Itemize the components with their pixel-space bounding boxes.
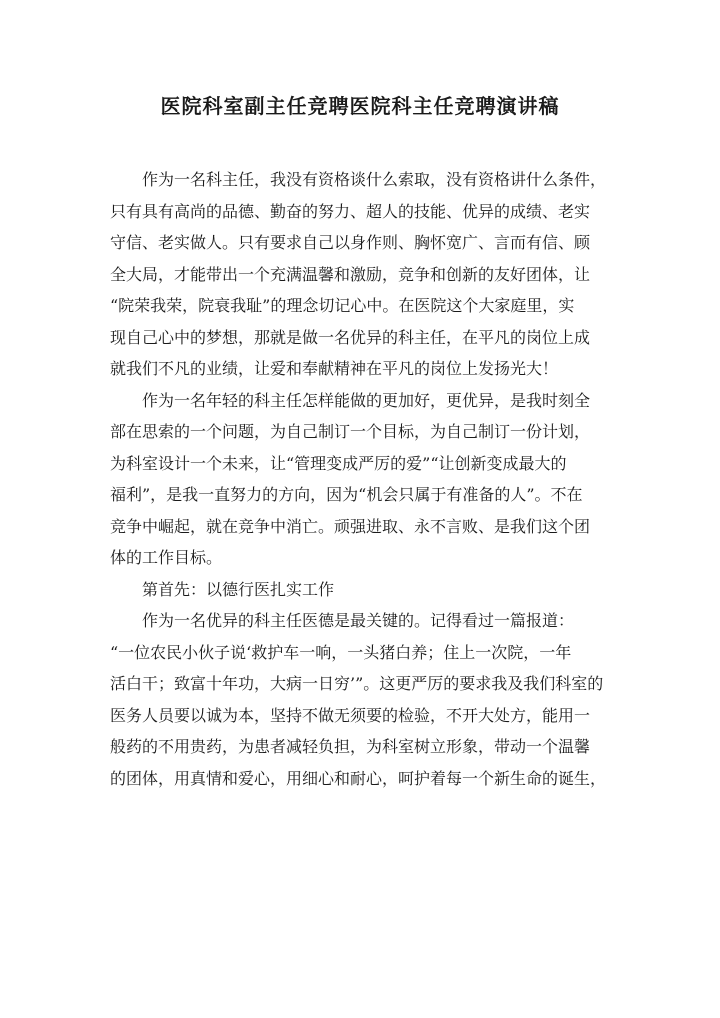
section-heading: 第首先：以德行医扎实工作 [142, 579, 335, 599]
paragraph-2: 作为一名年轻的科主任怎样能做的更加好，更优异，是我时刻全 部在思索的一个问题，为自己制订一个目标，为自己制订一份计划， 为科室设计一个未来，让“管理变成严厉的爱”“让创新变成最大的 福利”，是我一直努力的方向，因为“机会只属于有准备的人”。不在 竞争中崛起，就在竞争中消亡。顽强进取、永不言败、是我们这个团 体的工作目标。 [110, 390, 591, 567]
document-body [110, 164, 610, 794]
paragraph-1: 作为一名科主任，我没有资格谈什么索取，没有资格讲什么条件， 只有具有高尚的品德、勤奋的努力、超人的技能、优异的成绩、老实 守信、老实做人。只有要求自己以身作则、胸怀宽广、言而有信、顾 全大局，才能带出一个充满温馨和激励，竞争和创新的友好团体，让 “院荣我荣，院衰我耻”的理念切记心中。在医院这个大家庭里，实 现自己心中的梦想，那就是做一名优异的科主任，在平凡的岗位上成 就我们不凡的业绩，让爱和奉献精神在平凡的岗位上发扬光大！ [110, 170, 607, 378]
document-title: 医院科室副主任竞聘医院科主任竞聘演讲稿 [160, 94, 560, 118]
paragraph-3: 作为一名优异的科主任医德是最关键的。记得看过一篇报道： “一位农民小伙子说‘救护车一响，一头猪白养；住上一次院，一年 活白干；致富十年功，大病一日穷’”。这更严厉的要求我及我们科室的 医务人员要以诚为本，坚持不做无须要的检验，不开大处方，能用一 般药的不用贵药，为患者减轻负担，为科室树立形象，带动一个温馨 的团体，用真情和爱心，用细心和耐心，呵护着每一个新生命的诞生， [110, 611, 607, 788]
